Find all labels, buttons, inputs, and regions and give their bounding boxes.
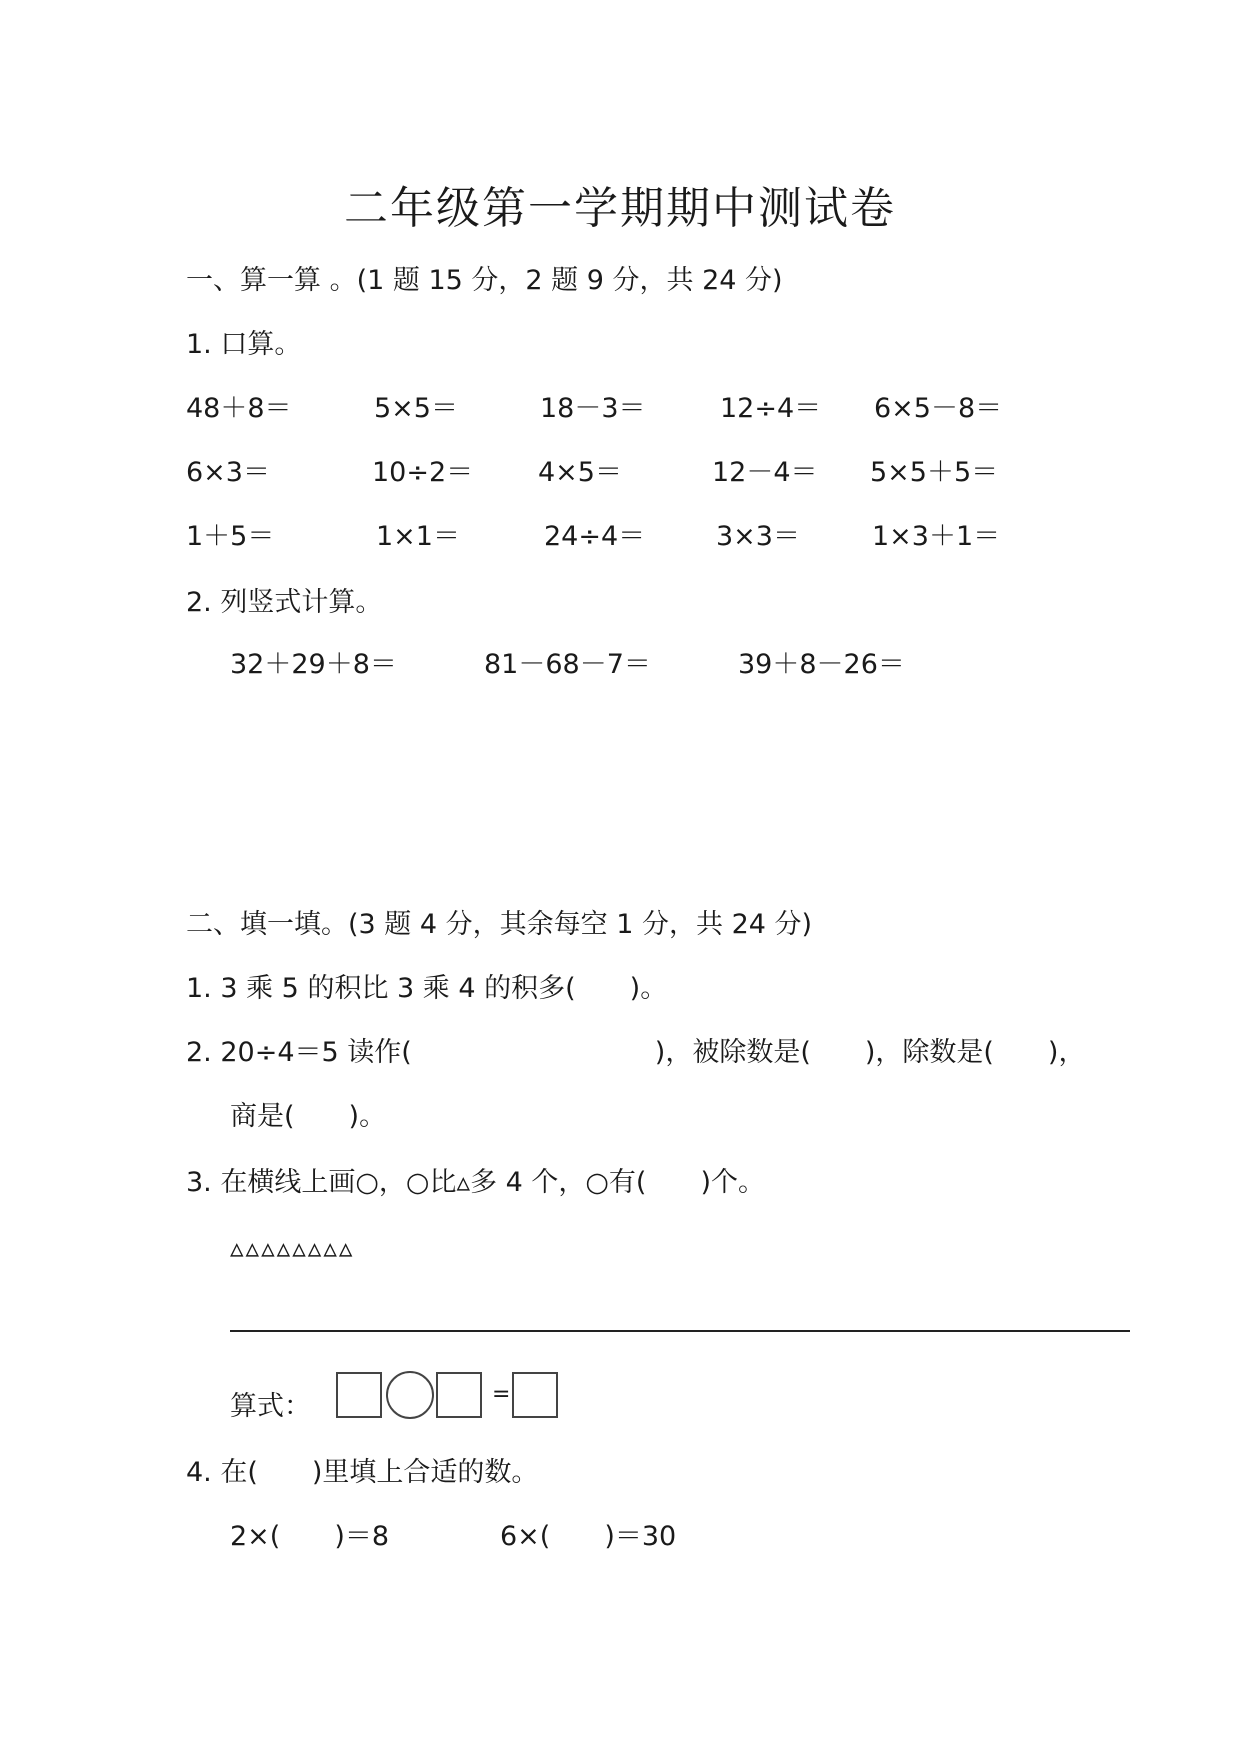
oral-problem: 3×3＝ [716, 521, 800, 552]
oral-problem: 12－4＝ [712, 457, 818, 488]
section2-heading: 二、填一填。(3 题 4 分，其余每空 1 分，共 24 分) [186, 909, 813, 940]
answer-box-1[interactable] [336, 1372, 382, 1418]
oral-problem: 1×3＋1＝ [872, 521, 1001, 552]
page-title: 二年级第一学期期中测试卷 [344, 183, 896, 234]
oral-problem: 6×5－8＝ [874, 393, 1003, 424]
q1-label: 1. 口算。 [186, 329, 302, 360]
oral-problem: 12÷4＝ [720, 393, 822, 424]
oral-problem: 5×5＋5＝ [870, 457, 999, 488]
vertical-problem: 81－68－7＝ [484, 649, 651, 680]
triangle-row: ▵▵▵▵▵▵▵▵ [230, 1233, 355, 1264]
section1-heading: 一、算一算 。(1 题 15 分，2 题 9 分，共 24 分) [186, 265, 783, 296]
oral-problem: 18－3＝ [540, 393, 646, 424]
operator-circle[interactable] [386, 1371, 434, 1419]
s2-q4: 4. 在( )里填上合适的数。 [186, 1457, 539, 1488]
oral-problem: 6×3＝ [186, 457, 270, 488]
vertical-problem: 32＋29＋8＝ [230, 649, 397, 680]
oral-problem: 5×5＝ [374, 393, 458, 424]
equals-sign: = [492, 1382, 511, 1407]
vertical-problem: 39＋8－26＝ [738, 649, 905, 680]
formula-label: 算式： [230, 1391, 311, 1422]
s2-q1: 1. 3 乘 5 的积比 3 乘 4 的积多( )。 [186, 973, 668, 1004]
q2-label: 2. 列竖式计算。 [186, 587, 383, 618]
oral-problem: 1＋5＝ [186, 521, 275, 552]
drawing-line [230, 1330, 1130, 1332]
s2-q3: 3. 在横线上画○，○比▵多 4 个，○有( )个。 [186, 1167, 765, 1198]
oral-problem: 1×1＝ [376, 521, 460, 552]
fill-blank-problem: 2×( )＝8 [230, 1521, 390, 1552]
s2-q2: 2. 20÷4＝5 读作( )，被除数是( )，除数是( )， [186, 1037, 1086, 1068]
answer-box-result[interactable] [512, 1372, 558, 1418]
oral-problem: 24÷4＝ [544, 521, 646, 552]
s2-q2-continued: 商是( )。 [230, 1101, 387, 1132]
answer-box-2[interactable] [436, 1372, 482, 1418]
fill-blank-problem: 6×( )＝30 [500, 1521, 677, 1552]
oral-problem: 48＋8＝ [186, 393, 292, 424]
oral-problem: 10÷2＝ [372, 457, 474, 488]
oral-problem: 4×5＝ [538, 457, 622, 488]
